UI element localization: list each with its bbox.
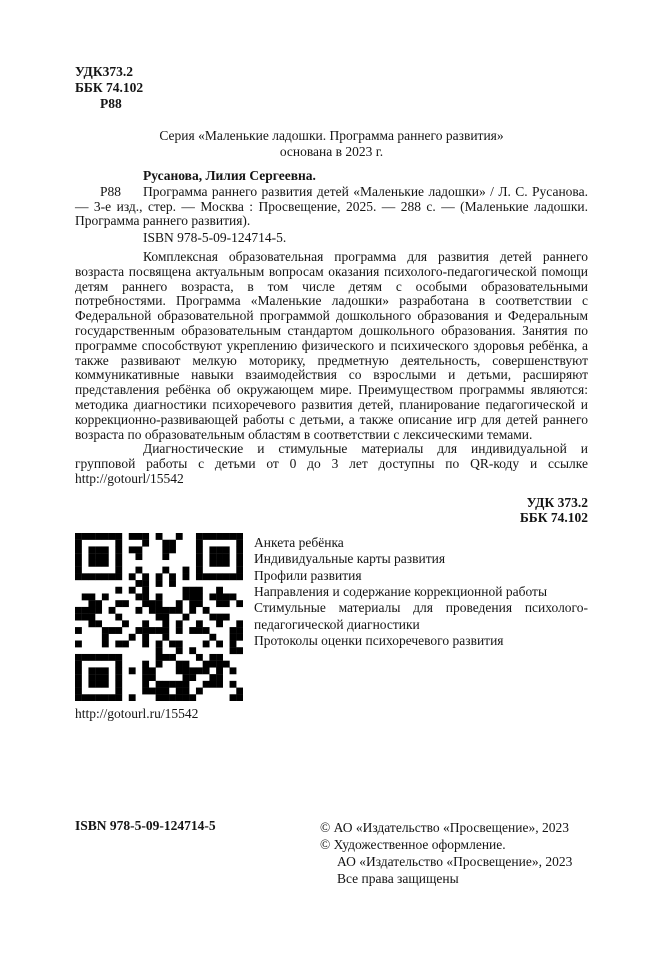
qr-list-item: Профили развития bbox=[254, 567, 362, 583]
udk-code-right: УДК 373.2 bbox=[526, 494, 588, 510]
series-line-2: основана в 2023 г. bbox=[279, 144, 384, 159]
qr-code-icon bbox=[75, 533, 243, 701]
series-note bbox=[75, 128, 588, 160]
annotation-paragraph-2: Диагностические и стимульные материалы для индивидуальной и групповой работы с детьми от 0 до 3 лет доступны по QR-коду и ссылке http://gotourl/15542 bbox=[75, 441, 588, 486]
author-sign-entry: Р88 bbox=[100, 183, 122, 199]
qr-list-item: Протоколы оценки психоречевого развития bbox=[254, 633, 504, 649]
qr-list-item: Направления и содержание коррекционной работы bbox=[254, 583, 548, 599]
copyright-line: © Художественное оформление. bbox=[320, 836, 506, 852]
copyright-line: Все права защищены bbox=[337, 870, 459, 886]
qr-url: http://gotourl.ru/15542 bbox=[75, 705, 199, 721]
qr-list-item: Индивидуальные карты развития bbox=[254, 551, 446, 567]
author-heading: Русанова, Лилия Сергеевна. bbox=[143, 168, 316, 183]
bbk-code-right: ББК 74.102 bbox=[519, 510, 588, 526]
qr-section bbox=[75, 533, 588, 701]
classification-codes-top bbox=[75, 64, 588, 112]
copyright-line: АО «Издательство «Просвещение», 2023 bbox=[337, 853, 573, 869]
rights-lines bbox=[320, 819, 572, 887]
series-line-1: Серия «Маленькие ладошки. Программа раннего развития» bbox=[159, 128, 504, 143]
bibliographic-entry bbox=[75, 185, 588, 229]
udk-code-top: УДК373.2 bbox=[75, 64, 133, 79]
isbn-footer: ISBN 978-5-09-124714-5 bbox=[75, 817, 216, 833]
author-sign-top: Р88 bbox=[100, 96, 122, 111]
copyright-line: © АО «Издательство «Просвещение», 2023 bbox=[320, 819, 569, 835]
qr-list-item: Анкета ребёнка bbox=[254, 534, 344, 550]
copyright-block bbox=[75, 819, 588, 887]
classification-codes-right bbox=[75, 495, 588, 526]
isbn-line: ISBN 978-5-09-124714-5. bbox=[143, 230, 287, 246]
annotation-paragraph-1: Комплексная образовательная программа для развития детей раннего возраста посвящена актуальным вопросам оказания психолого-педагогической помощи детям раннего возраста, в том числе детям с особыми образовательными потребностями. Программа «Маленькие ладошки» разработана в соответствии с Федеральной образовательной программой дошкольного образования и Федеральным государственным образовательным стандартом дошкольного образования. Занятия по программе способствуют укреплению физического и психического здоровья ребёнка, а также развивают мелкую моторику, предметную деятельность, совершенствуют коммуникативные навыки взаимодействия со взрослыми и детьми, расширяют представления ребёнка об окружающем мире. Преимуществом программы являются: методика диагностики психоречевого развития детей, планирование педагогической и коррекционно-развивающей работы с детьми, а также описание игр для детей раннего возраста по образовательным областям в соответствии с лексическими темами. bbox=[75, 248, 588, 442]
qr-list-item: Стимульные материалы для проведения психолого-педагогической диагностики bbox=[254, 600, 588, 632]
bibliographic-entry-text: Программа раннего развития детей «Маленькие ладошки» / Л. С. Русанова. — 3-е изд., стер. — Москва : Просвещение, 2025. — 288 с. — (Маленькие ладошки. Программа раннего развития). bbox=[75, 183, 588, 229]
qr-contents-list bbox=[254, 533, 588, 701]
bbk-code-top: ББК 74.102 bbox=[75, 80, 144, 95]
